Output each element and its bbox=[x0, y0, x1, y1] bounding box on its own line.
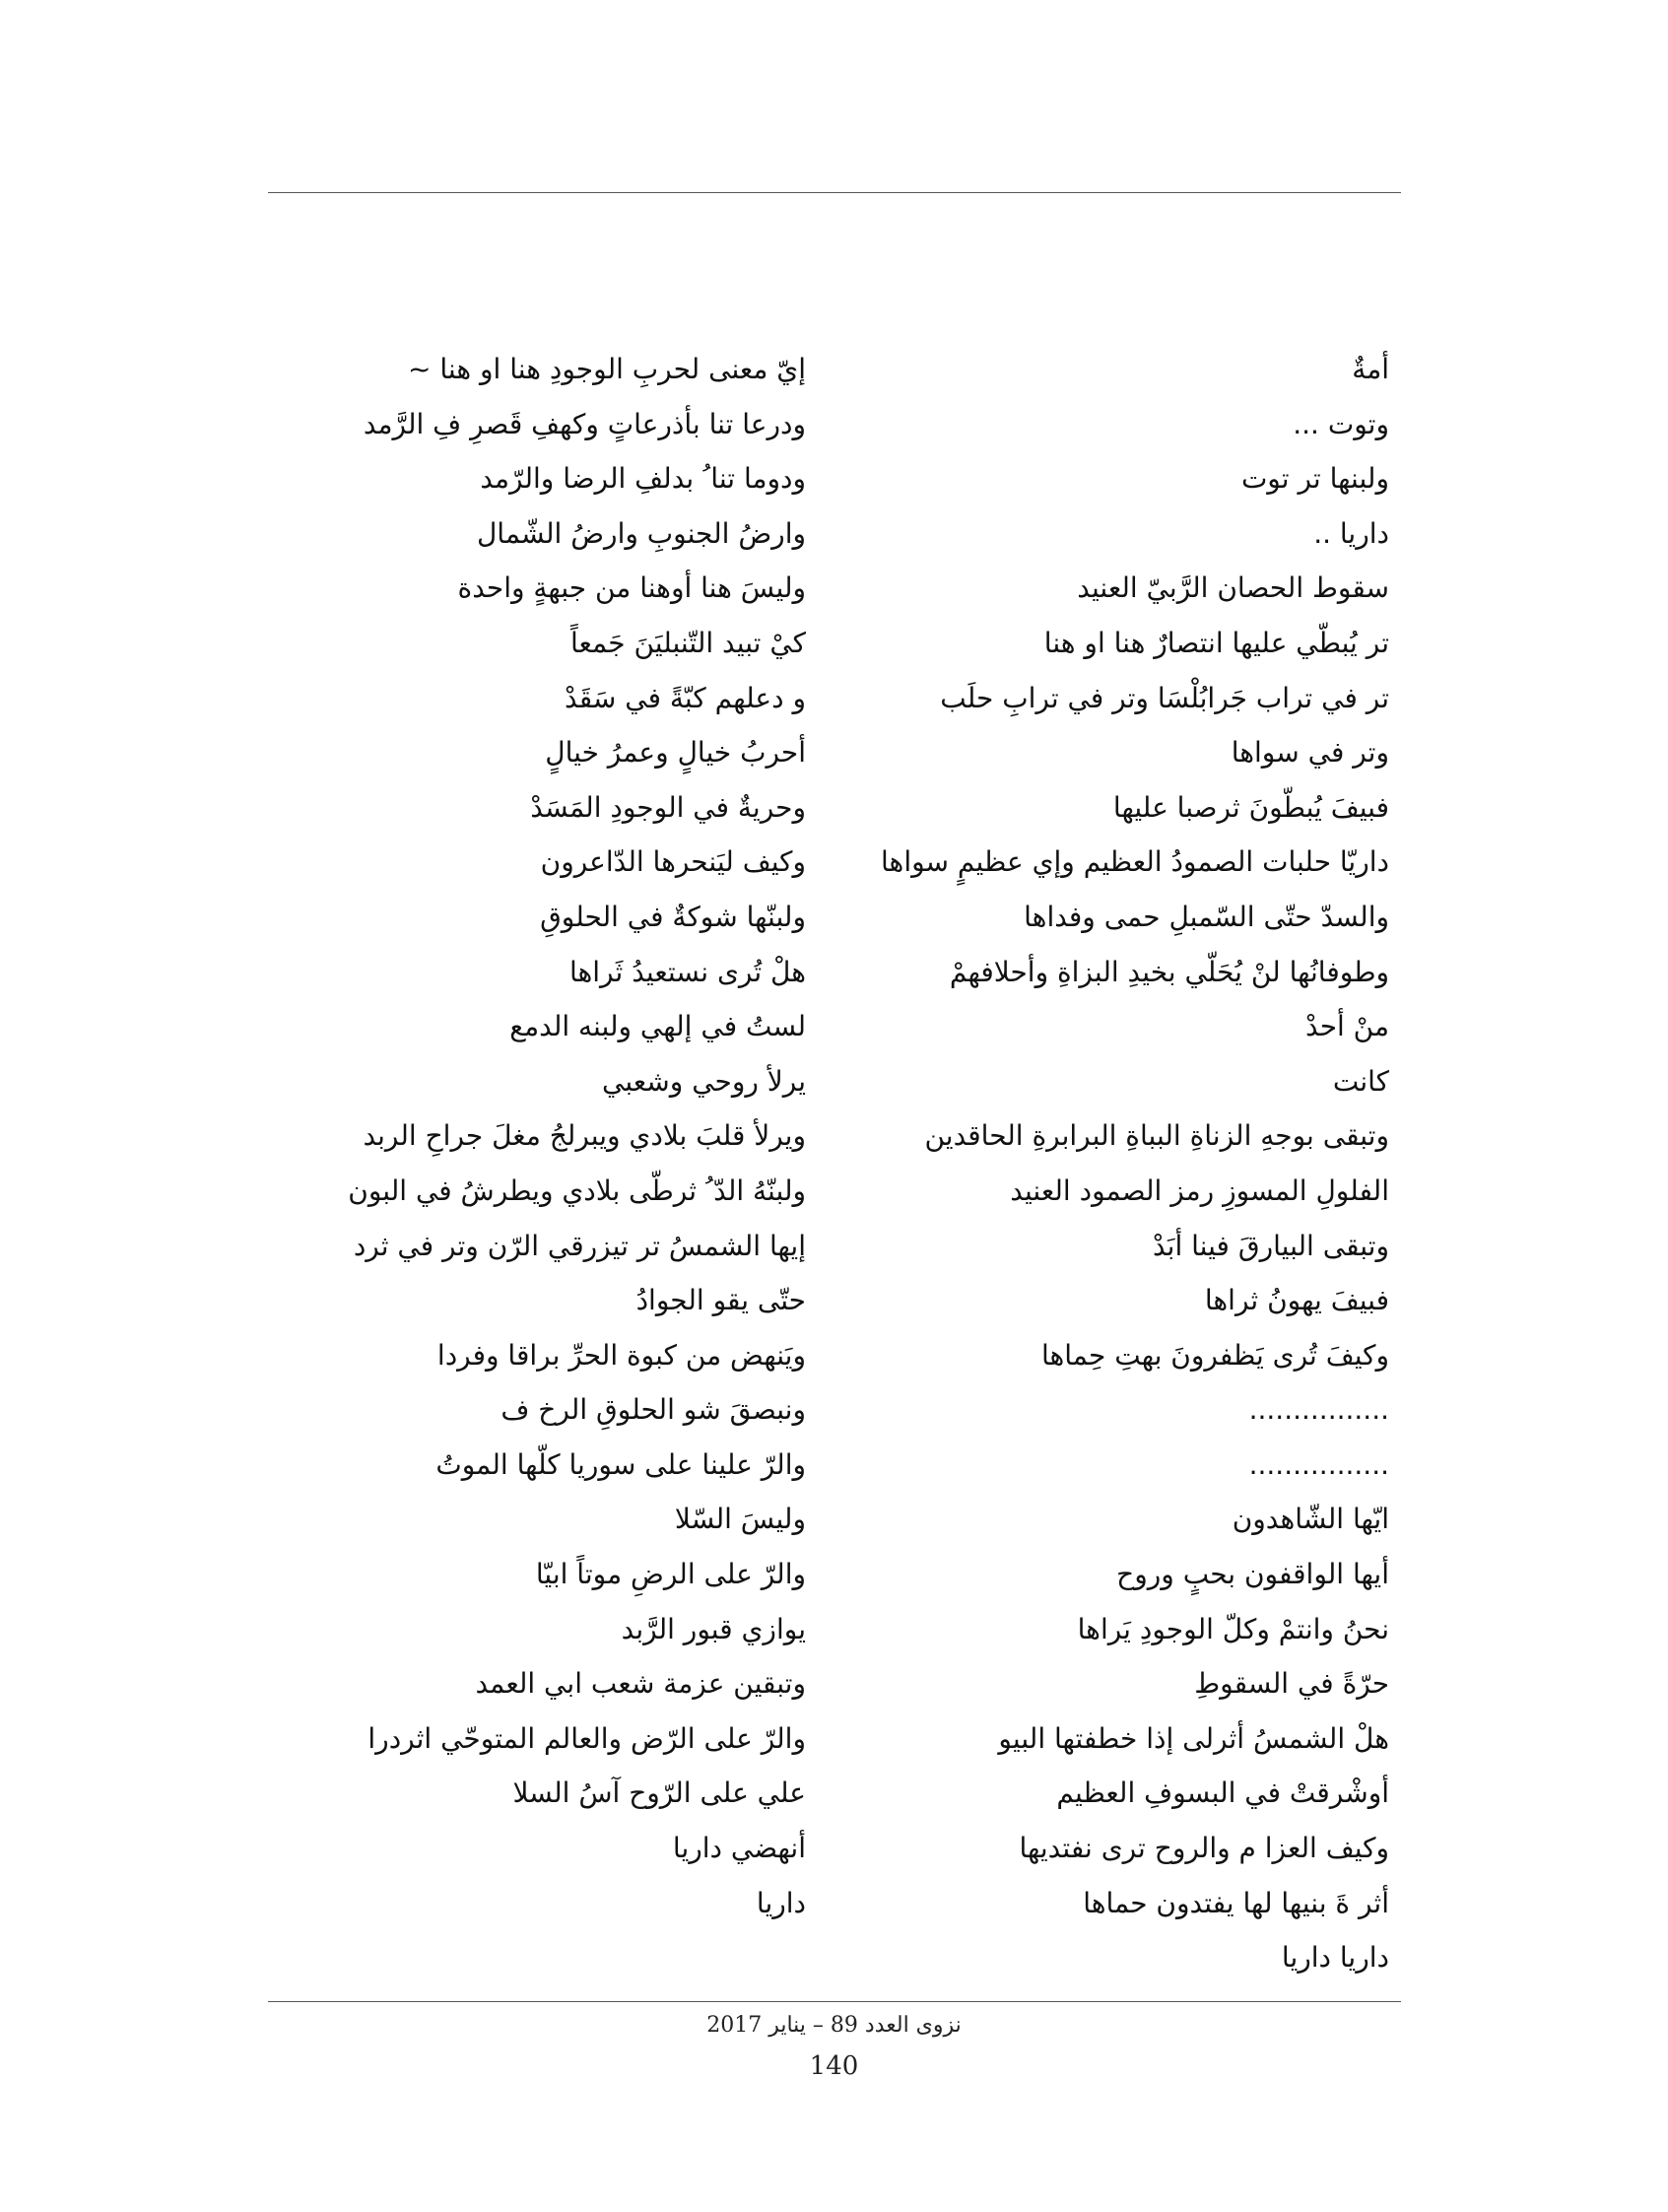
poem-line: والرّ على الرضِ موتاً ابيّا bbox=[535, 1558, 806, 1591]
poem-line: داريا bbox=[756, 1886, 806, 1919]
poem-line: وليسَ هنا أوهنا من جبهةٍ واحدة bbox=[457, 571, 806, 605]
poem-line: ................ bbox=[1248, 1447, 1389, 1481]
poem-line: ودوما تنا ُ بدلفِ الرضا والرّمد bbox=[480, 462, 806, 496]
poem-line: وتوت ... bbox=[1293, 407, 1389, 440]
poem-line: كيْ تبيد التّنبليَنَ جَمعاً bbox=[570, 626, 806, 659]
poem-line: أمةٌ bbox=[1352, 353, 1389, 385]
poem-line: وارضُ الجنوبِ وارضُ الشّمال bbox=[476, 516, 806, 550]
poem-line: داريّا حلبات الصمودُ العظيم وإي عظيمٍ سواها bbox=[881, 845, 1389, 879]
poem-line: وتبقين عزمة شعب ابي العمد bbox=[475, 1667, 806, 1701]
poem-line: وحريةٌ في الوجودِ المَسَدْ bbox=[530, 790, 806, 824]
footer-issue: نزوى العدد 89 – يناير 2017 bbox=[706, 2013, 962, 2038]
bottom-rule bbox=[268, 2001, 1401, 2002]
poem-line: والرّ على الرّض والعالم المتوحّي اثردرا bbox=[367, 1721, 806, 1755]
poem-line: حرّةً في السقوطِ bbox=[1194, 1667, 1389, 1701]
poem-line: وكيف العزا م والروح ترى نفتديها bbox=[1019, 1832, 1389, 1865]
poem-line: ولبنها تر توت bbox=[1240, 462, 1389, 496]
poem-line: وتر في سواها bbox=[1231, 736, 1389, 770]
page-number: 140 bbox=[809, 2051, 859, 2081]
poem-line: أنهضي داريا bbox=[672, 1832, 806, 1865]
poem-line: ودرعا تنا بأذرعاتٍ وكهفِ قَصرِ فِ الرَّمد bbox=[363, 407, 806, 440]
poem-line: فبيفَ يهونُ ثراها bbox=[1204, 1284, 1389, 1317]
poem-line: ويرلأ قلبَ بلادي ويبرلجُ مغلَ جراحِ الربد bbox=[363, 1119, 806, 1153]
poem-line: داريا .. bbox=[1313, 516, 1389, 550]
poem-line: وكيف ليَنحرها الدّاعرون bbox=[540, 845, 806, 879]
poem-line: أحربُ خيالٍ وعمرُ خيالٍ bbox=[545, 736, 806, 770]
poem-column-left bbox=[234, 342, 806, 1930]
poem-line: ولبنّهُ الدّ ُ ثرطّى بلادي ويطرشُ في البون bbox=[348, 1173, 806, 1207]
poem-line: إيها الشمسُ تر تيزرقي الرّن وتر في ثرد bbox=[353, 1229, 806, 1262]
top-rule bbox=[268, 192, 1401, 193]
poem-line: حتّى يقو الجوادُ bbox=[635, 1284, 806, 1317]
poem-line: إيّ معنى لحربِ الوجودِ هنا او هنا ~ bbox=[408, 353, 806, 385]
poem-line: هلْ الشمسُ أثرلى إذا خطفتها البيو bbox=[998, 1721, 1389, 1755]
poem-line: و دعلهم كبّةً في سَقَدْ bbox=[565, 681, 806, 714]
poem-line: تر يُبطّي عليها انتصارٌ هنا او هنا bbox=[1043, 626, 1389, 659]
poem-line: نحنُ وانتمْ وكلّ الوجودِ يَراها bbox=[1077, 1612, 1389, 1645]
poem-line: منْ أحدْ bbox=[1305, 1010, 1389, 1043]
poem-line: داريا داريا bbox=[1281, 1941, 1389, 1975]
poem-line: يرلأ روحي وشعبي bbox=[602, 1064, 806, 1098]
poem-line: ونبصقَ شو الحلوقِ الرخ ف bbox=[500, 1393, 806, 1427]
poem-line: وتبقى بوجهِ الزناةِ البباةِ البرابرةِ الحاقدين bbox=[924, 1119, 1389, 1153]
poem-line: وكيفَ تُرى يَظفرونَ بهتِ حِماها bbox=[1040, 1338, 1389, 1372]
poem-line: فبيفَ يُبطّونَ ثرصبا عليها bbox=[1112, 790, 1389, 824]
poem-line: كانت bbox=[1332, 1064, 1389, 1098]
poem-line: أيها الواقفون بحبٍ وروح bbox=[1116, 1558, 1389, 1591]
poem-line: وليسَ السّلا bbox=[674, 1503, 806, 1536]
poem-line: سقوط الحصان الرَّبيّ العنيد bbox=[1077, 571, 1389, 605]
poem-line: هلْ تُرى نستعيدُ ثَراها bbox=[568, 955, 806, 988]
poem-line: أثر ةَ بنيها لها يفتدون حماها bbox=[1083, 1886, 1389, 1919]
poem-line: ................ bbox=[1248, 1393, 1389, 1427]
poem-column-right bbox=[837, 342, 1389, 1985]
poem-line: والرّ علينا على سوريا كلّها الموتُ bbox=[435, 1447, 806, 1481]
poem-line: يوازي قبور الرَّبد bbox=[621, 1612, 806, 1645]
poem-line: وتبقى البيارقَ فينا أبَدْ bbox=[1152, 1229, 1389, 1262]
poem-line: تر في تراب جَرابُلْسَا وتر في ترابِ حلَب bbox=[940, 681, 1389, 714]
poem-line: ايّها الشّاهدون bbox=[1232, 1503, 1389, 1536]
poem-line: ويَنهض من كبوة الحرِّ براقا وفردا bbox=[436, 1338, 806, 1372]
poem-line: لستُ في إلهي ولبنه الدمع bbox=[509, 1010, 806, 1043]
poem-line: الفلولِ المسوزِ رمز الصمود العنيد bbox=[1010, 1173, 1389, 1207]
poem-line: علي على الرّوح آسُ السلا bbox=[512, 1776, 806, 1810]
poem-line: وطوفانُها لنْ يُحَلّي بخيدِ البزاةِ وأحلافهمْ bbox=[949, 955, 1389, 988]
poem-line: أوشْرقتْ في البسوفِ العظيم bbox=[1056, 1776, 1389, 1810]
poem-line: والسدّ حتّى السّمبلِ حمى وفداها bbox=[1024, 900, 1389, 933]
poem-line: ولبنّها شوكةٌ في الحلوقِ bbox=[540, 900, 806, 933]
